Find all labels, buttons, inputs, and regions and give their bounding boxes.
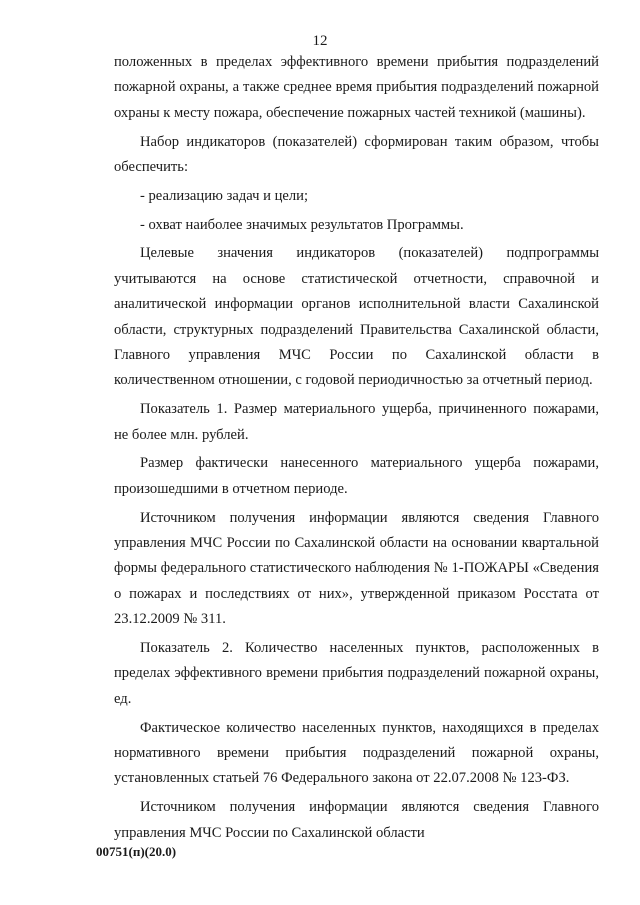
paragraph-indicator-1-source: Источником получения информации являются сведения Главного управления МЧС России по Сахалинской области на основании квартальной формы федерального статистического наблюдения № 1-ПОЖАРЫ «Сведения о пожарах и последствиях от них», утвержденной приказом Росстата от 23.12.2009 № 311. — [114, 509, 599, 628]
paragraph-indicator-2-source: Источником получения информации являются сведения Главного управления МЧС России по Сахалинской области — [114, 799, 599, 841]
paragraph-target-values: Целевые значения индикаторов (показателей) подпрограммы учитываются на основе статистической отчетности, справочной и аналитической информации органов исполнительной власти Сахалинской области, структурных подразделений Правительства Сахалинской области, Главного управления МЧС России по Сахалинской области в количественном отношении, с годовой периодичностью за отчетный период. — [114, 245, 599, 389]
page-number: 12 — [312, 33, 328, 49]
paragraph-continuation: положенных в пределах эффективного времени прибытия подразделений пожарной охраны, а также среднее время прибытия подразделений пожарной охраны к месту пожара, обеспечение пожарных частей техникой (машины). — [114, 54, 599, 121]
paragraph-indicator-1-definition: Размер фактически нанесенного материального ущерба пожарами, произошедшими в отчетном периоде. — [114, 455, 599, 497]
paragraph-indicator-2-definition: Фактическое количество населенных пунктов, находящихся в пределах нормативного времени прибытия подразделений пожарной охраны, установленных статьей 76 Федерального закона от 22.07.2008 № 123-ФЗ. — [114, 719, 599, 787]
paragraph-indicator-1: Показатель 1. Размер материального ущерба, причиненного пожарами, не более млн. рублей. — [114, 401, 599, 443]
list-item: - охват наиболее значимых результатов Программы. — [140, 216, 464, 233]
document-body — [114, 50, 599, 849]
document-code: 00751(п)(20.0) — [96, 844, 177, 859]
list-item: - реализацию задач и цели; — [140, 187, 309, 204]
paragraph-indicator-set: Набор индикаторов (показателей) сформирован таким образом, чтобы обеспечить: — [114, 133, 599, 176]
paragraph-indicator-2: Показатель 2. Количество населенных пунктов, расположенных в пределах эффективного времени прибытия подразделений пожарной охраны, ед. — [114, 640, 599, 707]
